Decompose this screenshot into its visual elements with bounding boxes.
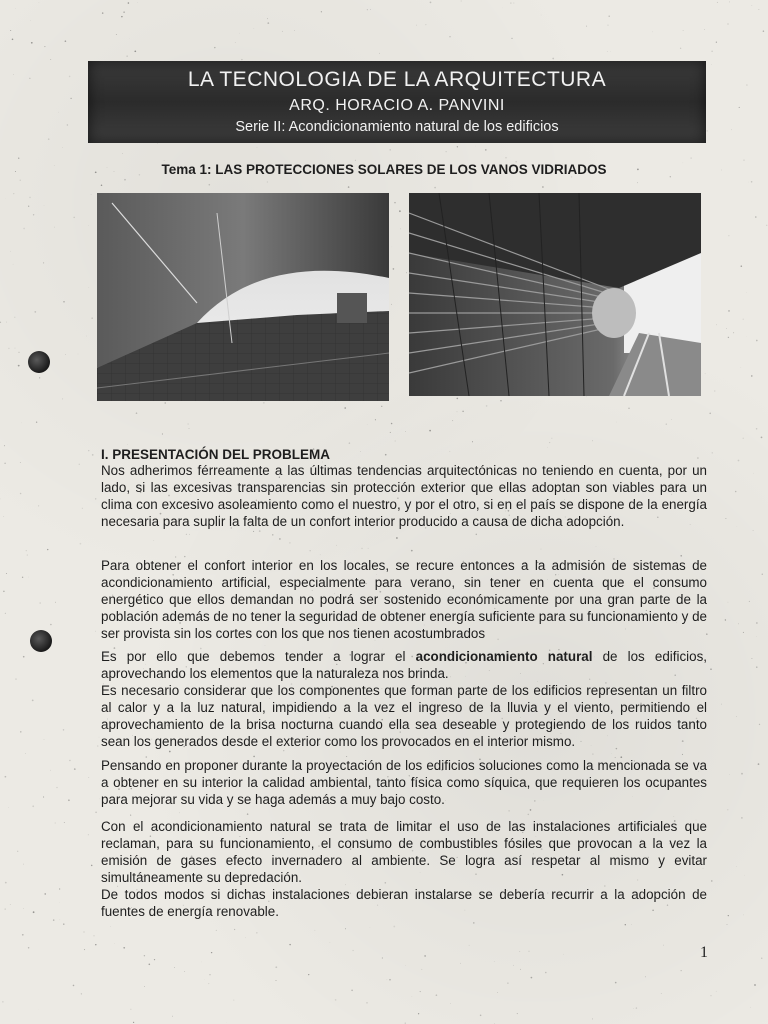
paragraph-2-text: Para obtener el confort interior en los locales, se recure entonces a la admisión de sistemas de acondicionamiento artificial, especialmente para verano, sin tener en cuenta que el consumo energético que ellos demandan no podrá ser sostenido económicamente por una gran parte de la población además de no tener la seguridad de obtener energía suficiente para su funcionamiento y de ser provista sin los cortes con los que nos tienen acostumbrados <box>101 558 707 641</box>
binder-punch-hole-top <box>28 351 50 373</box>
photo-louvered-gallery <box>409 193 701 396</box>
paragraph-3-tail: de los edificios, aprovechando los elementos que la naturaleza nos brinda. <box>101 649 707 681</box>
paragraph-3b-text: Es necesario considerar que los componentes que forman parte de los edificios representan un filtro al calor y a la luz natural, impidiendo a la vez el ingreso de la lluvia y el viento, permitiendo el aprovechamiento de la brisa nocturna cuando ella sea deseable y protegiendo de los ruidos tanto sean los generados desde el exterior como los provocados en el interior mismo. <box>101 683 707 749</box>
paragraph-1-text: Nos adherimos férreamente a las últimas tendencias arquitectónicas no teniendo en cuenta, por un lado, si las excesivas transparencias sin protección exterior que ellas adoptan son viables para un clima con excesivo asoleamiento como el nuestro, y por el otro, si en el país se dispone de la energía necesaria para suplir la falta de un confort interior producido a causa de dicha adopción. <box>101 463 707 529</box>
paragraph-3-text <box>101 648 707 682</box>
series-line: Serie II: Acondicionamiento natural de los edificios <box>235 119 559 135</box>
paragraph-5-text: Con el acondicionamiento natural se trata de limitar el uso de las instalaciones artificiales que reclaman, para su funcionamiento, el consumo de combustibles fósiles que provocan a la vez la emisión de gases efecto invernadero al ambiente. Se logra así respetar al mismo y evitar simultáneamente su depredación. <box>101 819 707 885</box>
section-heading: I. PRESENTACIÓN DEL PROBLEMA <box>101 447 331 462</box>
topic-heading: Tema 1: LAS PROTECCIONES SOLARES DE LOS VANOS VIDRIADOS <box>161 162 607 177</box>
paragraph-3 <box>101 648 707 750</box>
header-banner <box>88 61 706 143</box>
paragraph-5 <box>101 818 707 920</box>
page-number: 1 <box>700 944 708 961</box>
photo-curved-canopy <box>97 193 389 401</box>
paragraph-5b-text: De todos modos si dichas instalaciones debieran instalarse se debería recurrir a la adopción de fuentes de energía renovable. <box>101 887 707 919</box>
paragraph-4 <box>101 757 707 808</box>
paragraph-1 <box>101 462 707 530</box>
binder-punch-hole-bottom <box>30 630 52 652</box>
document-title: LA TECNOLOGIA DE LA ARQUITECTURA <box>187 68 607 91</box>
paragraph-2 <box>101 557 707 642</box>
paragraph-3-emphasis: acondicionamiento natural <box>415 649 593 664</box>
paragraph-3-lead: Es por ello que debemos tender a lograr el <box>101 649 416 664</box>
paragraph-4-text: Pensando en proponer durante la proyectación de los edificios soluciones como la mencionada se va a obtener en su interior la calidad ambiental, tanto física como síquica, que requieren los ocupantes para mejorar su vida y se haga además a muy bajo costo. <box>101 758 707 807</box>
author-line: ARQ. HORACIO A. PANVINI <box>289 97 505 114</box>
